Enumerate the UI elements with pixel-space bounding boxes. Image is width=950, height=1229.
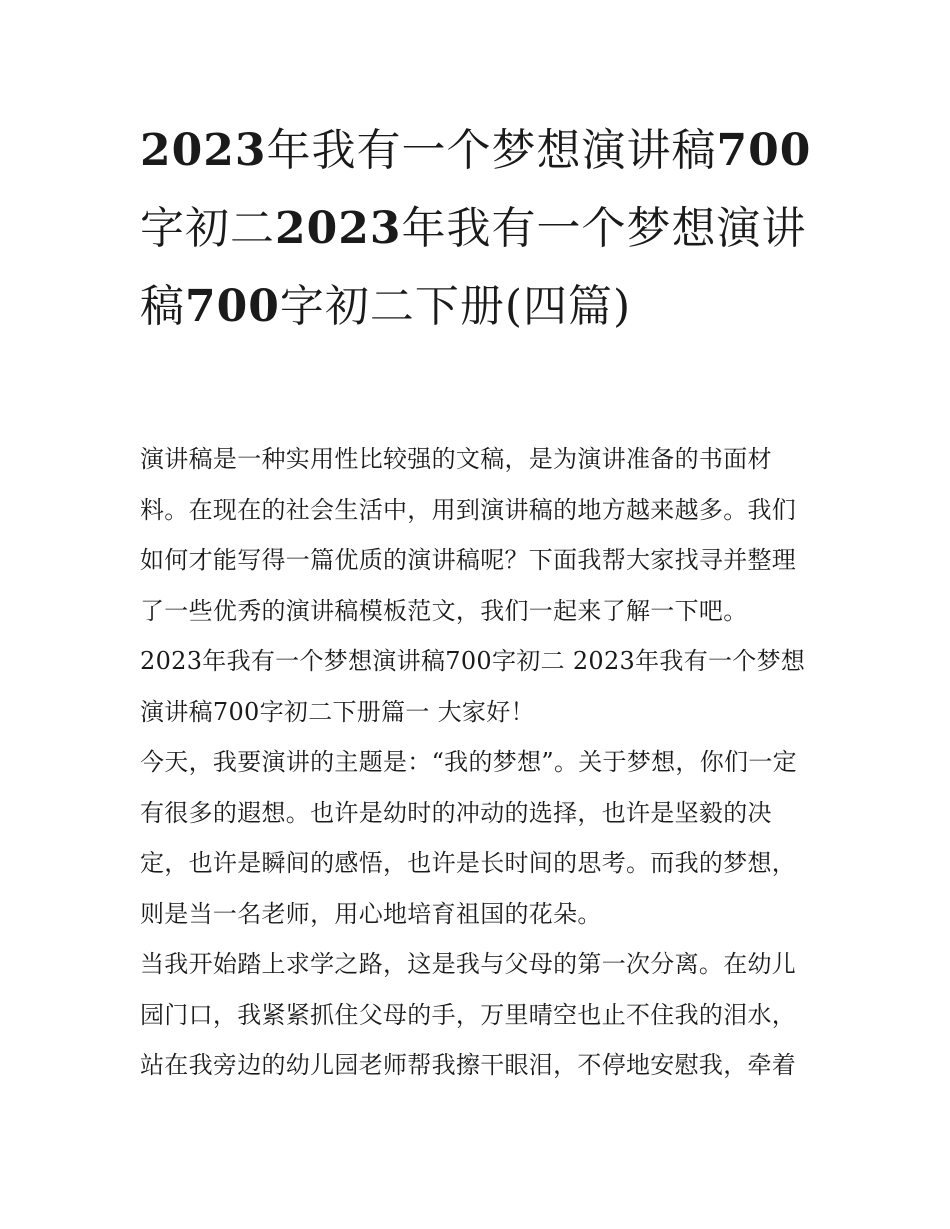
- paragraph-theme: 今天，我要演讲的主题是：“我的梦想”。关于梦想，你们一定有很多的遐想。也许是幼时的冲动的选择，也许是坚毅的决定，也许是瞬间的感悟，也许是长时间的思考。而我的梦想，则是当一名老师，用心地培育祖国的花朵。: [140, 748, 797, 928]
- title-text-4: 字初二下册(四篇): [279, 281, 632, 332]
- title-number-2: 700: [185, 281, 280, 332]
- title-text-3: 年我有一个梦想演讲稿: [140, 203, 807, 332]
- document-title: [140, 112, 820, 346]
- title-year-2: 2023: [275, 203, 402, 254]
- title-year-1: 2023: [140, 125, 267, 176]
- title-number-1: 700: [716, 125, 812, 176]
- paragraph-story: 当我开始踏上求学之路，这是我与父母的第一次分离。在幼儿园门口，我紧紧抓住父母的手，万里晴空也止不住我的泪水，站在我旁边的幼儿园老师帮我擦干眼泪，不停地安慰我，牵着: [140, 950, 797, 1079]
- paragraph-section-heading: 2023年我有一个梦想演讲稿700字初二 2023年我有一个梦想演讲稿700字初二下册篇一 大家好！: [140, 647, 806, 726]
- title-text-1: 年我有一个梦想演讲稿: [266, 125, 717, 176]
- title-text-2: 字初二: [140, 203, 275, 254]
- paragraph-intro: 演讲稿是一种实用性比较强的文稿，是为演讲准备的书面材料。在现在的社会生活中，用到演讲稿的地方越来越多。我们如何才能写得一篇优质的演讲稿呢？下面我帮大家找寻并整理了一些优秀的演讲稿模板范文，我们一起来了解一下吧。: [140, 445, 797, 625]
- document-body: [140, 434, 815, 1091]
